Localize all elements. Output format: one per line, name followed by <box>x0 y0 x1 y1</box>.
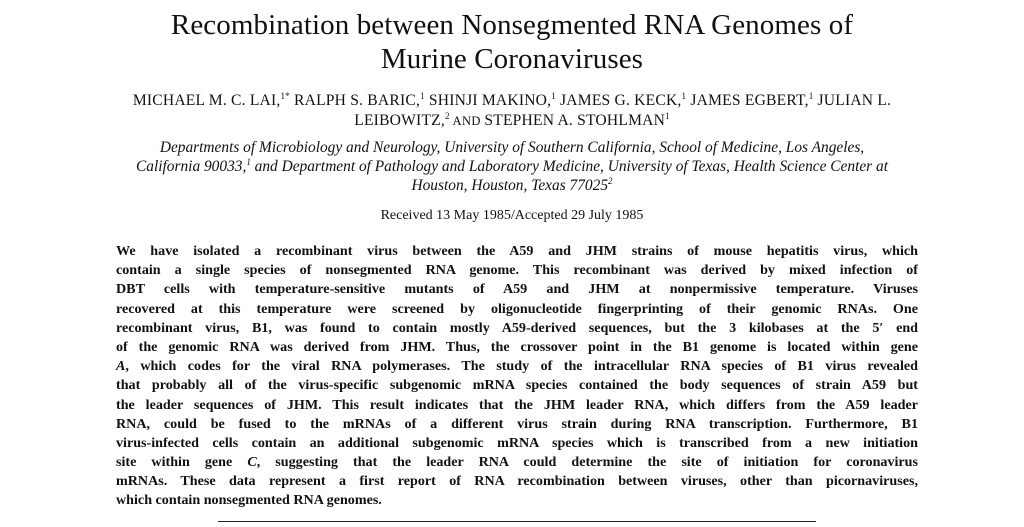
author-list-line-2 <box>0 110 1024 132</box>
author-egbert-affiliation-mark: 1 <box>808 91 814 101</box>
affiliation-2-mark: 2 <box>608 176 613 186</box>
author-keck-affiliation-mark: 1 <box>681 91 687 101</box>
author-lai: MICHAEL M. C. LAI, <box>132 92 281 109</box>
abstract-line-10: RNA, could be fused to the mRNAs of a different virus strain during RNA transcription. Furthermore, B1 <box>116 415 918 432</box>
abstract-line-12-text-b: , suggesting that the leader RNA could determine the site of initiation for coronavirus <box>256 454 918 471</box>
gene-a-italic: A <box>116 358 126 375</box>
abstract-line-9: the leader sequences of JHM. This result indicates that the JHM leader RNA, which differs from the A59 leader <box>116 396 918 413</box>
abstract-line-13: mRNAs. These data represent a first report of RNA recombination between viruses, other than picornaviruses, <box>116 473 918 490</box>
received-accepted-dates: Received 13 May 1985/Accepted 29 July 1985 <box>380 208 644 223</box>
author-baric-affiliation-mark: 1 <box>420 91 425 101</box>
abstract-line-6: of the genomic RNA was derived from JHM. Thus, the crossover point in the B1 genome is located within gene <box>116 338 918 355</box>
author-leibowitz-affiliation-mark: 2 <box>445 111 450 121</box>
abstract-line-12 <box>116 453 918 472</box>
affiliation-houston: Houston, Houston, Texas 77025 <box>411 177 609 194</box>
paper-title-line-2: Murine Coronaviruses <box>380 43 644 75</box>
abstract-line-4: recovered at this temperature were screened by oligonucleotide fingerprinting of their genomic RNAs. One <box>116 300 918 317</box>
author-keck: JAMES G. KECK, <box>555 92 682 109</box>
author-leibowitz-first: JULIAN L. <box>813 92 892 109</box>
author-baric: RALPH S. BARIC, <box>289 92 421 109</box>
paper-title-line-1: Recombination between Nonsegmented RNA Genomes of <box>170 9 854 41</box>
author-makino-affiliation-mark: 1 <box>551 91 556 101</box>
gene-c-italic: C <box>247 454 257 471</box>
author-lai-affiliation-mark: 1* <box>280 91 290 101</box>
author-list-line-1 <box>0 90 1024 111</box>
abstract <box>116 242 918 511</box>
affiliation-texas: and Department of Pathology and Laboratory Medicine, University of Texas, Health Science Center at <box>250 158 888 175</box>
abstract-line-5: recombinant virus, B1, was found to contain mostly A59-derived sequences, but the 3 kilobases at the 5′ end <box>116 319 918 336</box>
abstract-line-11: virus-infected cells contain an additional subgenomic mRNA species which is transcribed from a new initiation <box>116 434 918 451</box>
affiliation-usc-zip: California 90033, <box>136 158 247 175</box>
abstract-line-14: which contain nonsegmented RNA genomes. <box>116 492 382 509</box>
author-egbert: JAMES EGBERT, <box>686 92 809 109</box>
author-leibowitz-last: LEIBOWITZ, <box>354 112 445 129</box>
abstract-line-3: DBT cells with temperature-sensitive mutants of A59 and JHM at nonpermissive temperature. Viruses <box>116 281 918 298</box>
abstract-line-7-text: , which codes for the viral RNA polymerases. The study of the intracellular RNA species of B1 virus revealed <box>125 358 918 375</box>
section-divider-rule <box>218 521 816 522</box>
author-conjunction: AND <box>449 114 485 128</box>
abstract-line-7 <box>116 357 918 376</box>
abstract-line-8: that probably all of the virus-specific subgenomic mRNA species contained the body sequences of strain A59 but <box>116 377 918 394</box>
affiliation-line-3 <box>0 176 1024 196</box>
abstract-line-1: We have isolated a recombinant virus between the A59 and JHM strains of mouse hepatitis virus, which <box>116 243 918 259</box>
affiliation-line-1: Departments of Microbiology and Neurology, University of Southern California, School of Medicine, Los Angeles, <box>159 139 865 156</box>
author-stohlman: STEPHEN A. STOHLMAN <box>484 112 666 129</box>
affiliation-1-mark: 1 <box>246 157 251 167</box>
abstract-line-12-text-a: site within gene <box>116 454 248 471</box>
author-stohlman-affiliation-mark: 1 <box>665 111 670 121</box>
affiliation-line-2 <box>0 157 1024 177</box>
abstract-line-2: contain a single species of nonsegmented RNA genome. This recombinant was derived by mixed infection of <box>116 262 918 279</box>
author-makino: SHINJI MAKINO, <box>424 92 552 109</box>
